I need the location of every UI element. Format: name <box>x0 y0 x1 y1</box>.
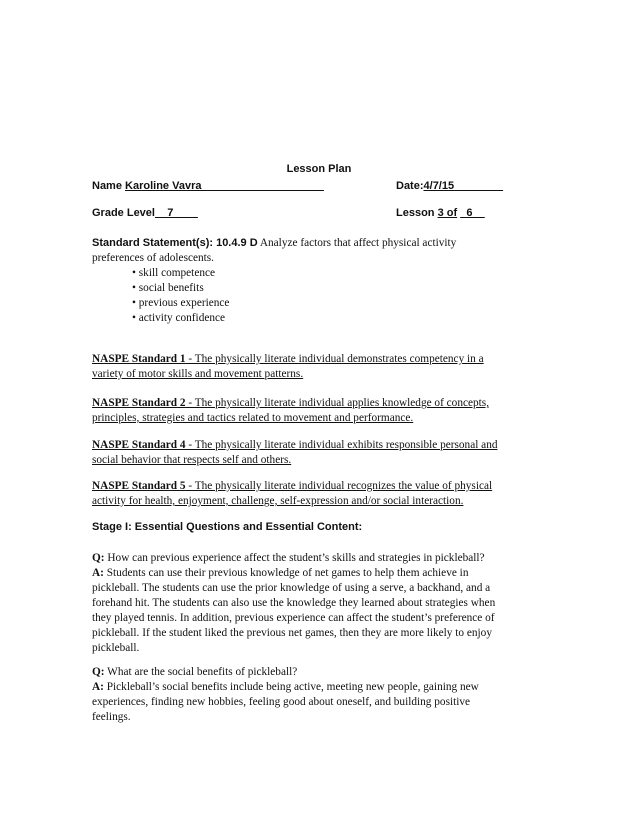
bullet-item: • social benefits <box>132 282 204 294</box>
lesson-label: Lesson <box>396 207 435 219</box>
naspe-standard-1 <box>92 352 552 382</box>
standard-label: Standard Statement(s): 10.4.9 D <box>92 237 258 249</box>
naspe-label: NASPE Standard 2 <box>92 397 186 409</box>
name-field <box>92 180 324 192</box>
naspe-text: - The physically literate individual exhibits responsible personal and <box>185 439 498 451</box>
grade-label: Grade Level <box>92 207 155 219</box>
lesson-total: _6__ <box>460 207 485 219</box>
naspe-text: social behavior that respects self and others. <box>92 454 292 466</box>
answer-line: A: Students can use their previous knowledge of net games to help them achieve in <box>92 567 469 579</box>
naspe-standard-5 <box>92 479 552 509</box>
lesson-value: 3 of <box>437 207 458 219</box>
naspe-standard-4 <box>92 438 552 468</box>
naspe-label: NASPE Standard 5 <box>92 480 186 492</box>
naspe-text: - The physically literate individual recognizes the value of physical <box>185 480 493 492</box>
question-answer-1 <box>92 551 552 656</box>
name-value: Karoline Vavra____________________ <box>125 180 324 192</box>
question: Q: How can previous experience affect the student’s skills and strategies in pickleball? <box>92 552 485 564</box>
lesson-number-field <box>396 207 485 219</box>
answer-line: pickleball. <box>92 642 140 654</box>
standard-bullet-list <box>92 266 552 326</box>
answer-line: forehand hit. The students can also use the knowledge they learned about strategies when <box>92 597 496 609</box>
standard-statement <box>92 236 552 326</box>
answer-line: experiences, finding new hobbies, feeling good about oneself, and building positive <box>92 696 471 708</box>
answer-line: they played tennis. In addition, previous experience can affect the student’s preference of <box>92 612 495 624</box>
answer-line: A: Pickleball’s social benefits include being active, meeting new people, gaining new <box>92 681 479 693</box>
bullet-item: • previous experience <box>132 297 230 309</box>
date-label: Date: <box>396 180 424 192</box>
answer-line: pickleball. The students can use the prior knowledge of using a serve, a backhand, and a <box>92 582 491 594</box>
date-value: 4/7/15________ <box>423 180 504 192</box>
stage-heading: Stage I: Essential Questions and Essential Content: <box>92 521 363 533</box>
question-answer-2 <box>92 665 552 725</box>
naspe-label: NASPE Standard 4 <box>92 439 186 451</box>
naspe-text: variety of motor skills and movement patterns. <box>92 368 304 380</box>
standard-text-2: preferences of adolescents. <box>92 252 215 264</box>
question: Q: What are the social benefits of pickleball? <box>92 666 298 678</box>
naspe-text: - The physically literate individual applies knowledge of concepts, <box>185 397 490 409</box>
bullet-item: • activity confidence <box>132 312 226 324</box>
name-label: Name <box>92 180 122 192</box>
naspe-text: - The physically literate individual demonstrates competency in a <box>185 353 484 365</box>
bullet-item: • skill competence <box>132 267 216 279</box>
grade-level-field <box>92 207 198 219</box>
date-field <box>396 180 503 192</box>
naspe-text: activity for health, enjoyment, challenge, self-expression and/or social interaction. <box>92 495 464 507</box>
naspe-text: principles, strategies and tactics related to movement and performance. <box>92 412 414 424</box>
naspe-label: NASPE Standard 1 <box>92 353 186 365</box>
answer-line: pickleball. If the student liked the previous net games, then they are more likely to enjoy <box>92 627 492 639</box>
page-title: Lesson Plan <box>286 163 352 175</box>
grade-value: __7____ <box>154 207 198 219</box>
standard-text-1: Analyze factors that affect physical activity <box>257 237 457 249</box>
answer-line: feelings. <box>92 711 131 723</box>
naspe-standard-2 <box>92 396 552 426</box>
